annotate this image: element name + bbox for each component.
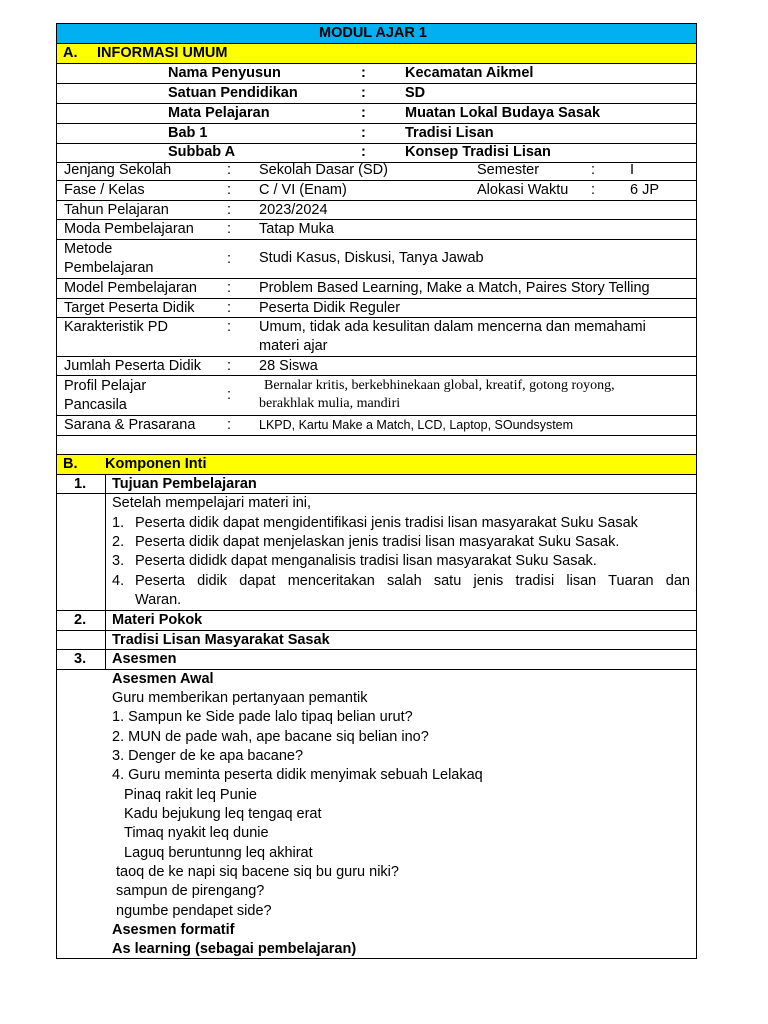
identity-label: Bab 1 <box>168 125 208 141</box>
identity-row-satuan <box>56 83 697 103</box>
info-value: C / VI (Enam) <box>259 182 347 198</box>
asesmen-number: 3. <box>74 651 87 667</box>
identity-value: Muatan Lokal Budaya Sasak <box>405 105 601 121</box>
info-separator: : <box>227 319 232 335</box>
question-line: ngumbe pendapet side? <box>116 903 272 919</box>
info-separator: : <box>227 221 232 237</box>
alokasi-value: 6 JP <box>630 182 660 198</box>
info-separator: : <box>591 162 596 178</box>
info-value: LKPD, Kartu Make a Match, LCD, Laptop, SOundsystem <box>259 418 574 432</box>
info-label: Tahun Pelajaran <box>64 202 169 218</box>
asesmen-line: 2. MUN de pade wah, ape bacane siq belian ino? <box>112 729 429 745</box>
info-label: Sarana & Prasarana <box>64 417 196 433</box>
info-label: Karakteristik PD <box>64 319 168 335</box>
info-value: Peserta Didik Reguler <box>259 300 401 316</box>
info-row-metode <box>56 239 697 278</box>
identity-row-penyusun <box>56 63 697 83</box>
poem-line: Pinaq rakit leq Punie <box>124 787 257 803</box>
identity-separator: : <box>361 144 366 160</box>
info-separator: : <box>591 182 596 198</box>
spacer-row <box>56 435 697 454</box>
section-b-label: Komponen Inti <box>105 456 207 472</box>
identity-separator: : <box>361 85 366 101</box>
number-column-divider <box>105 650 106 669</box>
info-label: Moda Pembelajaran <box>64 221 194 237</box>
asesmen-header-row <box>56 649 697 669</box>
number-column-divider <box>105 475 106 493</box>
tujuan-header-row <box>56 474 697 493</box>
tujuan-item-number: 4. <box>112 573 125 589</box>
info-row-target <box>56 298 697 317</box>
section-a-number: A. <box>63 45 78 61</box>
info-row-jumlah <box>56 356 697 375</box>
info-label: Metode <box>64 241 113 257</box>
info-label: Jenjang Sekolah <box>64 162 172 178</box>
tujuan-item-number: 1. <box>112 515 125 531</box>
asesmen-content-row <box>56 669 697 959</box>
identity-value: SD <box>405 85 426 101</box>
tujuan-content-row <box>56 493 697 610</box>
info-row-model <box>56 278 697 298</box>
identity-separator: : <box>361 105 366 121</box>
number-column-divider <box>105 611 106 630</box>
materi-content-row <box>56 630 697 649</box>
identity-label: Nama Penyusun <box>168 65 281 81</box>
section-b-header <box>56 454 697 474</box>
info-value: Tatap Muka <box>259 221 334 237</box>
tujuan-item: Peserta didik dapat mengidentifikasi jenis tradisi lisan masyarakat Suku Sasak <box>135 515 638 531</box>
info-separator: : <box>227 280 232 296</box>
tujuan-item: Peserta dididk dapat menganalisis tradisi lisan masyarakat Suku Sasak. <box>135 553 597 569</box>
identity-label: Mata Pelajaran <box>168 105 270 121</box>
materi-number: 2. <box>74 612 87 628</box>
poem-line: Laguq beruntunng leq akhirat <box>124 845 313 861</box>
info-separator: : <box>227 300 232 316</box>
asesmen-line: Guru memberikan pertanyaan pemantik <box>112 690 368 706</box>
materi-content: Tradisi Lisan Masyarakat Sasak <box>112 632 330 648</box>
asesmen-line: 4. Guru meminta peserta didik menyimak sebuah Lelakaq <box>112 767 483 783</box>
identity-separator: : <box>361 125 366 141</box>
tujuan-item: Peserta didik dapat menjelaskan jenis tradisi lisan masyarakat Suku Sasak. <box>135 534 620 550</box>
section-b-number: B. <box>63 456 78 472</box>
info-label: Jumlah Peserta Didik <box>64 358 201 374</box>
number-column-divider <box>105 494 106 610</box>
info-label: Profil Pelajar <box>64 378 147 394</box>
info-label: Target Peserta Didik <box>64 300 195 316</box>
info-separator: : <box>227 182 232 198</box>
info-value: Studi Kasus, Diskusi, Tanya Jawab <box>259 250 484 266</box>
info-label: Pancasila <box>64 397 127 413</box>
tujuan-heading: Tujuan Pembelajaran <box>112 476 257 492</box>
info-separator: : <box>227 251 232 267</box>
poem-line: Kadu bejukung leq tengaq erat <box>124 806 322 822</box>
info-value: Bernalar kritis, berkebhinekaan global, kreatif, gotong royong, <box>264 378 615 393</box>
identity-label: Satuan Pendidikan <box>168 85 298 101</box>
tujuan-item: Peserta didik dapat menceritakan salah satu jenis tradisi lisan Tuaran dan <box>135 573 690 589</box>
title-row <box>56 23 697 43</box>
asesmen-formatif-sub: As learning (sebagai pembelajaran) <box>112 941 357 957</box>
identity-row-bab <box>56 123 697 143</box>
identity-value: Tradisi Lisan <box>405 125 494 141</box>
tujuan-item-number: 2. <box>112 534 125 550</box>
document-title: MODUL AJAR 1 <box>319 25 427 41</box>
tujuan-item-continuation: Waran. <box>135 592 182 608</box>
tujuan-item-number: 3. <box>112 553 125 569</box>
info-label: Fase / Kelas <box>64 182 145 198</box>
info-row-profil <box>56 375 697 415</box>
alokasi-label: Alokasi Waktu <box>477 182 569 198</box>
section-a-label: INFORMASI UMUM <box>97 45 228 61</box>
info-value: Umum, tidak ada kesulitan dalam mencerna dan memahami <box>259 319 646 335</box>
number-column-divider <box>105 631 106 649</box>
section-a-header <box>56 43 697 63</box>
info-row-tahun <box>56 200 697 219</box>
info-value: Sekolah Dasar (SD) <box>259 162 388 178</box>
info-row-fase <box>56 180 697 200</box>
identity-row-subbab <box>56 143 697 162</box>
info-label: Model Pembelajaran <box>64 280 197 296</box>
semester-value: I <box>630 162 635 178</box>
identity-row-mapel <box>56 103 697 123</box>
info-value: materi ajar <box>259 338 328 354</box>
asesmen-heading: Asesmen <box>112 651 177 667</box>
semester-label: Semester <box>477 162 540 178</box>
identity-value: Konsep Tradisi Lisan <box>405 144 551 160</box>
info-row-moda <box>56 219 697 239</box>
identity-label: Subbab A <box>168 144 236 160</box>
info-separator: : <box>227 358 232 374</box>
question-line: taoq de ke napi siq bacene siq bu guru niki? <box>116 864 399 880</box>
tujuan-number: 1. <box>74 476 87 492</box>
info-row-jenjang <box>56 162 697 180</box>
materi-heading: Materi Pokok <box>112 612 203 628</box>
info-separator: : <box>227 162 232 178</box>
info-row-karakteristik <box>56 317 697 356</box>
info-row-sarana <box>56 415 697 435</box>
info-value: Problem Based Learning, Make a Match, Paires Story Telling <box>259 280 650 296</box>
asesmen-line: 1. Sampun ke Side pade lalo tipaq belian urut? <box>112 709 413 725</box>
info-value: 28 Siswa <box>259 358 318 374</box>
poem-line: Timaq nyakit leq dunie <box>124 825 269 841</box>
info-separator: : <box>227 202 232 218</box>
identity-value: Kecamatan Aikmel <box>405 65 534 81</box>
tujuan-intro: Setelah mempelajari materi ini, <box>112 495 312 511</box>
info-label: Pembelajaran <box>64 260 154 276</box>
question-line: sampun de pirengang? <box>116 883 265 899</box>
asesmen-line: 3. Denger de ke apa bacane? <box>112 748 304 764</box>
asesmen-awal-heading: Asesmen Awal <box>112 671 214 687</box>
info-value: berakhlak mulia, mandiri <box>259 396 401 411</box>
asesmen-formatif-heading: Asesmen formatif <box>112 922 235 938</box>
info-separator: : <box>227 387 232 403</box>
identity-separator: : <box>361 65 366 81</box>
info-value: 2023/2024 <box>259 202 328 218</box>
materi-header-row <box>56 610 697 630</box>
info-separator: : <box>227 417 232 433</box>
